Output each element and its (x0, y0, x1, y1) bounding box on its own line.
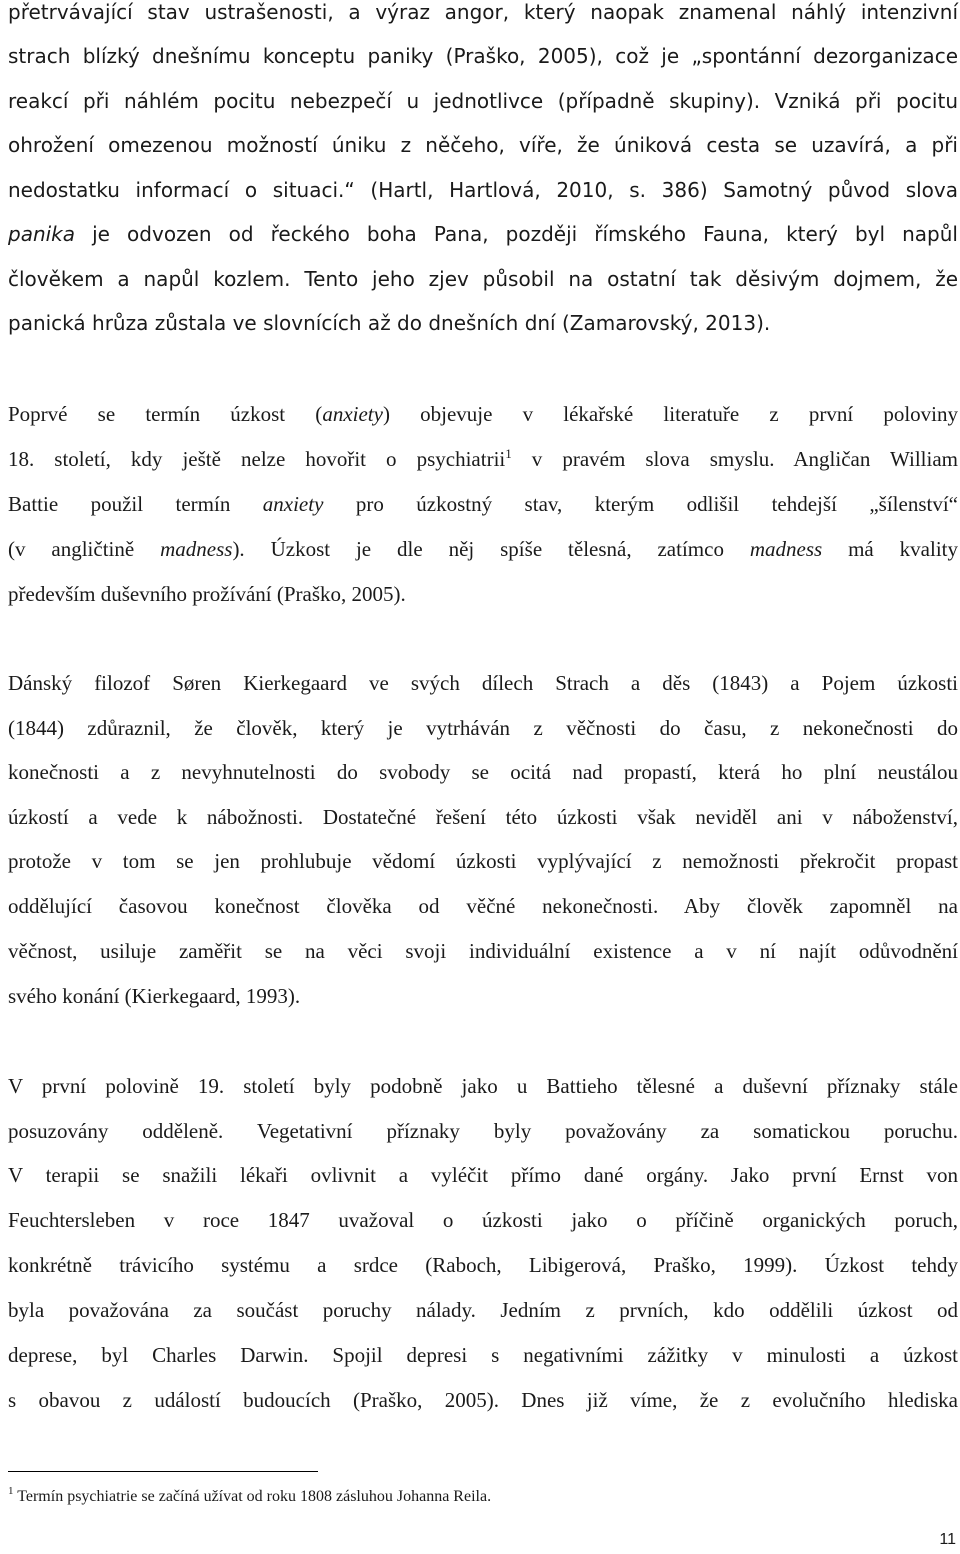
text-line: člověkem a napůl kozlem. Tento jeho zjev působil na ostatní tak děsivým dojmem, že (8, 267, 958, 291)
text-line: Poprvé se termín úzkost (anxiety) objevuje v lékařské literatuře z první poloviny (8, 402, 959, 426)
text-line: Battie použil termín anxiety pro úzkostný stav, kterým odlišil tehdejší „šílenství“ (8, 492, 958, 516)
text-line: protože v tom se jen prohlubuje vědomí úzkosti vyplývající z nemožnosti překročit propast (8, 849, 958, 873)
footnote-divider (8, 1471, 318, 1472)
text-line: (1844) zdůraznil, že člověk, který je vytrháván z věčnosti do času, z nekonečnosti do (8, 716, 958, 740)
text-line: s obavou z událostí budoucích (Praško, 2005). Dnes již víme, že z evolučního hlediska (8, 1388, 958, 1412)
text-line: 18. století, kdy ještě nelze hovořit o psychiatrii$^1$ v pravém slova smyslu. Angličan William (8, 446, 958, 471)
footnote-text: Termín psychiatrie se začíná užívat od roku 1808 zásluhou Johanna Reila. (17, 1488, 492, 1505)
text-line: Feuchtersleben v roce 1847 uvažoval o úzkosti jako o příčině organických poruch, (8, 1208, 958, 1232)
text-line: věčnost, usiluje zaměřit se na věci svoji individuální existence a v ní najít odůvodnění (8, 939, 958, 963)
text-line: svého konání (Kierkegaard, 1993). (8, 984, 301, 1008)
text-line: ohrožení omezenou možností úniku z něčeho, víře, že úniková cesta se uzavírá, a při (8, 133, 958, 157)
text-line: nedostatku informací o situaci.“ (Hartl, Hartlová, 2010, s. 386) Samotný původ slova (8, 178, 958, 202)
document-page (8, 0, 958, 1554)
text-line: posuzovány odděleně. Vegetativní příznaky byly považovány za somatickou poruchu. (8, 1119, 958, 1143)
text-line: V terapii se snažili lékaři ovlivnit a vyléčit přímo dané orgány. Jako první Ernst von (8, 1163, 958, 1187)
text-line: deprese, byl Charles Darwin. Spojil depresi s negativními zážitky v minulosti a úzkost (8, 1343, 958, 1367)
footnote-reference: 1 (505, 446, 512, 461)
text-line: přetrvávající stav ustrašenosti, a výraz angor, který naopak znamenal náhlý intenzivní (8, 0, 958, 24)
footnote-number: 1 (8, 1485, 14, 1497)
text-line: (v angličtině madness). Úzkost je dle něj spíše tělesná, zatímco madness má kvality (8, 537, 958, 561)
text-line: strach blízký dnešnímu konceptu paniky (Praško, 2005), což je „spontánní dezorganizace (8, 44, 958, 68)
text-line: především duševního prožívání (Praško, 2005). (8, 582, 406, 606)
text-line: panická hrůza zůstala ve slovnících až do dnešních dní (Zamarovský, 2013). (8, 311, 771, 335)
text-line: Dánský filozof Søren Kierkegaard ve svých dílech Strach a děs (1843) a Pojem úzkosti (8, 671, 958, 695)
page-number: 11 (939, 1531, 956, 1548)
text-line: oddělující časovou konečnost člověka od věčné nekonečnosti. Aby člověk zapomněl na (8, 894, 958, 918)
footnote (8, 1484, 491, 1510)
text-line: panika je odvozen od řeckého boha Pana, později římského Fauna, který byl napůl (8, 222, 958, 246)
text-line: V první polovině 19. století byly podobně jako u Battieho tělesné a duševní příznaky stále (8, 1074, 958, 1098)
text-line: byla považována za součást poruchy nálady. Jedním z prvních, kdo oddělili úzkost od (8, 1298, 958, 1322)
text-line: konečnosti a z nevyhnutelnosti do svobody se ocitá nad propastí, která ho plní neustálou (8, 760, 958, 784)
text-line: reakcí při náhlém pocitu nebezpečí u jednotlivce (případně skupiny). Vzniká při pocitu (8, 89, 958, 113)
text-line: úzkostí a vede k nábožnosti. Dostatečné řešení této úzkosti však neviděl ani v náboženství, (8, 805, 958, 829)
text-line: konkrétně trávicího systému a srdce (Raboch, Libigerová, Praško, 1999). Úzkost tehdy (8, 1253, 958, 1277)
